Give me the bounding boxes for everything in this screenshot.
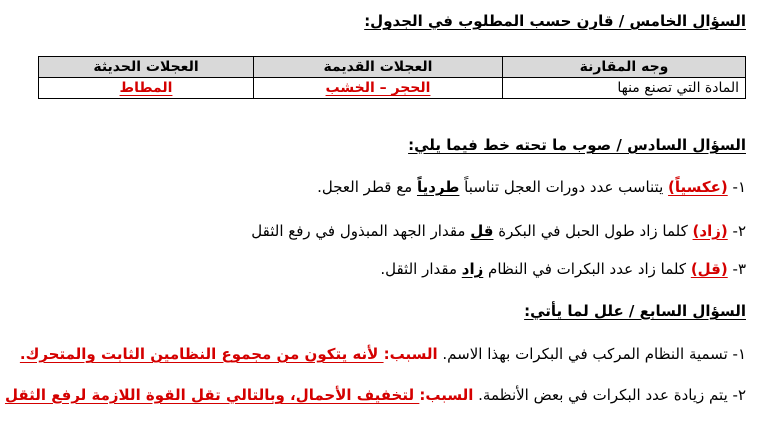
table-row [39, 78, 746, 99]
reason-label: السبب: [419, 386, 474, 404]
header-old-wheels: العجلات القديمة [254, 57, 503, 78]
correction-answer: (عكسياً) [668, 178, 728, 196]
row-label-material: المادة التي تصنع منها [503, 78, 746, 99]
header-modern-wheels: العجلات الحديثة [39, 57, 254, 78]
item-number: ٣- [732, 260, 746, 278]
item-number: ٢- [732, 386, 746, 404]
item-text: يتناسب عدد دورات العجل تناسباً [459, 178, 669, 196]
item-text: مع قطر العجل. [317, 178, 417, 196]
item-text: مقدار الثقل. [380, 260, 462, 278]
correction-answer: (قل) [690, 260, 728, 278]
q7-item-1 [20, 345, 746, 363]
reason-answer: لأنه يتكون من مجموع النظامين الثابت والمتحرك. [19, 345, 384, 363]
underlined-word: زاد [461, 260, 484, 278]
modern-wheels-answer: المطاط [119, 80, 173, 96]
q6-title: السؤال السادس / صوب ما تحته خط فيما يلي: [408, 136, 746, 154]
header-comparison-aspect: وجه المقارنة [503, 57, 746, 78]
item-number: ١- [732, 345, 746, 363]
reason-answer: لتخفيف الأحمال، وبالتالي تقل القوة اللازمة لرفع الثقل [4, 386, 420, 404]
correction-answer: (زاد) [692, 222, 728, 240]
item-text: يتم زيادة عدد البكرات في بعض الأنظمة. [473, 386, 733, 404]
q7-item-2 [5, 386, 746, 404]
underlined-word: قل [470, 222, 494, 240]
underlined-word: طردياً [416, 178, 460, 196]
q6-item-3 [380, 260, 746, 278]
item-text: مقدار الجهد المبذول في رفع الثقل [251, 222, 471, 240]
cell-modern-wheels-answer [39, 78, 254, 99]
old-wheels-answer: الحجر – الخشب [325, 80, 431, 96]
q6-item-2 [251, 222, 746, 240]
comparison-table [38, 56, 746, 99]
item-text: كلما زاد عدد البكرات في النظام [483, 260, 691, 278]
item-text: كلما زاد طول الحبل في البكرة [493, 222, 693, 240]
reason-label: السبب: [383, 345, 438, 363]
q5-title: السؤال الخامس / قارن حسب المطلوب في الجدول: [364, 12, 746, 30]
item-text: تسمية النظام المركب في البكرات بهذا الاسم. [437, 345, 733, 363]
table-header-row [39, 57, 746, 78]
item-number: ٢- [732, 222, 746, 240]
cell-old-wheels-answer [254, 78, 503, 99]
q7-title: السؤال السابع / علل لما يأتي: [524, 302, 746, 320]
q6-item-1 [317, 178, 746, 196]
item-number: ١- [732, 178, 746, 196]
